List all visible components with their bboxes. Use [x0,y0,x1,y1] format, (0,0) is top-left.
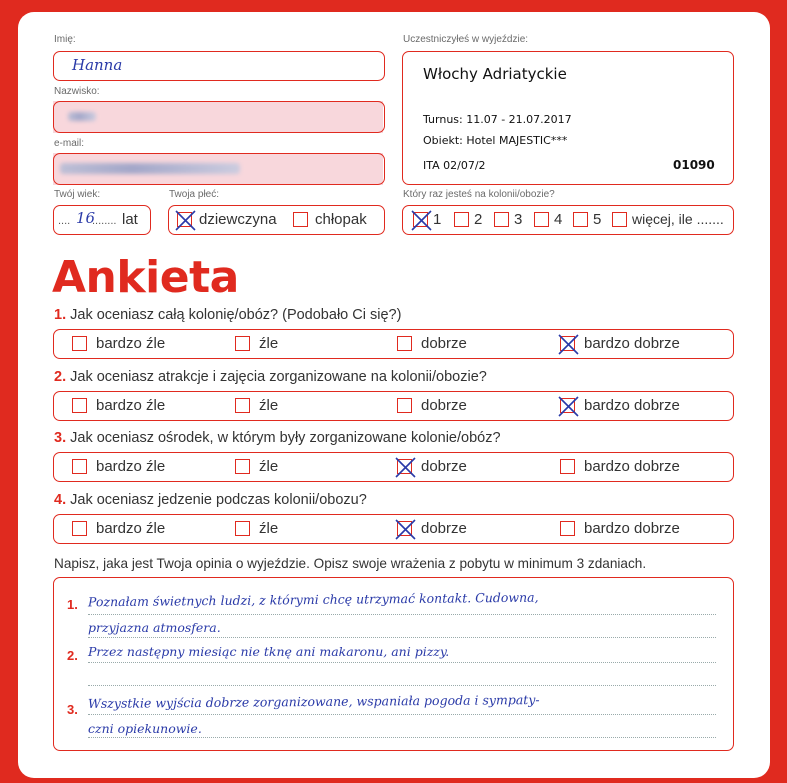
first-name-value: Hanna [72,56,123,74]
option-label: źle [259,335,279,352]
check-mark-icon [411,210,432,231]
last-name-field[interactable] [53,101,385,133]
camp-number: 01090 [673,158,715,172]
times-checkbox-3[interactable] [494,212,509,227]
option-label: bardzo dobrze [584,520,680,537]
question-3-checkbox-4[interactable] [560,459,575,474]
times-checkbox-4[interactable] [534,212,549,227]
question-2-checkbox-2[interactable] [235,398,250,413]
option-label: dobrze [421,458,467,475]
times-checkbox-2[interactable] [454,212,469,227]
question-2-checkbox-1[interactable] [72,398,87,413]
camp-label: Uczestniczyłeś w wyjeździe: [403,34,529,45]
question-4-checkbox-4[interactable] [560,521,575,536]
age-value: 16 [76,209,96,227]
answer-1-line-2: przyjazna atmosfera. [88,620,221,635]
times-checkbox-5[interactable] [573,212,588,227]
question-3-checkbox-2[interactable] [235,459,250,474]
gender-male-label: chłopak [315,211,367,228]
option-label: źle [259,397,279,414]
option-label: dobrze [421,335,467,352]
opinion-prompt: Napisz, jaka jest Twoja opinia o wyjeździe. Opisz swoje wrażenia z pobytu w minimum 3 zdaniach. [54,556,647,571]
option-label: bardzo źle [96,458,166,475]
gender-female-label: dziewczyna [199,211,277,228]
question-4-text [54,492,367,508]
answer-2-number: 2. [67,648,78,663]
first-name-label: Imię: [54,34,76,45]
times-option-2: 2 [474,211,483,228]
option-label: bardzo dobrze [584,397,680,414]
option-label: źle [259,520,279,537]
last-name-label: Nazwisko: [54,86,100,97]
question-2-text [54,369,487,385]
camp-name: Włochy Adriatyckie [423,65,567,83]
question-number: 4. [54,492,67,508]
question-3-text [54,430,501,446]
first-name-field[interactable] [53,51,385,81]
check-mark-icon [395,519,416,540]
question-1-text [54,307,401,323]
check-mark-icon [558,396,579,417]
check-mark-icon [558,334,579,355]
option-label: bardzo dobrze [584,335,680,352]
option-label: dobrze [421,520,467,537]
times-option-1: 1 [433,211,442,228]
answer-1-number: 1. [67,597,78,612]
times-option-4: 4 [554,211,563,228]
times-label: Który raz jesteś na kolonii/obozie? [403,189,555,200]
question-1-checkbox-1[interactable] [72,336,87,351]
camp-turnus: Turnus: 11.07 - 21.07.2017 [423,113,572,126]
times-field [402,205,734,235]
question-3-options [53,452,734,482]
age-dots-after: ........ [92,215,117,227]
email-field[interactable] [53,153,385,185]
camp-object: Obiekt: Hotel MAJESTIC*** [423,134,568,147]
option-label: bardzo źle [96,335,166,352]
option-label: bardzo dobrze [584,458,680,475]
question-2-options [53,391,734,421]
question-number: 1. [54,307,67,323]
age-label: Twój wiek: [54,189,101,200]
question-label: Jak oceniasz ośrodek, w którym były zorganizowane kolonie/obóz? [70,430,501,446]
times-checkbox-more[interactable] [612,212,627,227]
age-field[interactable] [53,205,151,235]
question-3-checkbox-3[interactable] [397,459,412,474]
times-option-3: 3 [514,211,523,228]
question-1-checkbox-2[interactable] [235,336,250,351]
question-1-options [53,329,734,359]
question-label: Jak oceniasz jedzenie podczas kolonii/obozu? [70,492,367,508]
question-4-options [53,514,734,544]
question-4-checkbox-2[interactable] [235,521,250,536]
times-option-more: więcej, ile ....... [632,211,724,227]
option-label: źle [259,458,279,475]
answer-1-line-1: Poznałam świetnych ludzi, z którymi chcę utrzymać kontakt. Cudowna, [87,589,539,610]
gender-label: Twoja płeć: [169,189,220,200]
check-mark-icon [395,457,416,478]
last-name-redacted [68,112,96,121]
question-3-checkbox-1[interactable] [72,459,87,474]
question-4-checkbox-1[interactable] [72,521,87,536]
answer-2-line-1: Przez następny miesiąc nie tknę ani makaronu, ani pizzy. [88,644,450,659]
question-number: 2. [54,369,67,385]
survey-title: Ankieta [52,252,239,303]
camp-code: ITA 02/07/2 [423,159,486,172]
question-number: 3. [54,430,67,446]
gender-male-checkbox[interactable] [293,212,308,227]
question-1-checkbox-4[interactable] [560,336,575,351]
times-option-5: 5 [593,211,602,228]
question-2-checkbox-3[interactable] [397,398,412,413]
option-label: bardzo źle [96,520,166,537]
question-2-checkbox-4[interactable] [560,398,575,413]
age-dots-before: .... [58,215,71,227]
age-unit: lat [122,211,138,228]
email-redacted [60,163,240,174]
answer-3-number: 3. [67,702,78,717]
question-label: Jak oceniasz całą kolonię/obóz? (Podobało Ci się?) [70,307,402,323]
gender-female-checkbox[interactable] [177,212,192,227]
email-label: e-mail: [54,138,85,149]
question-1-checkbox-3[interactable] [397,336,412,351]
gender-field [168,205,385,235]
question-4-checkbox-3[interactable] [397,521,412,536]
answer-3-line-2: czni opiekunowie. [88,721,202,736]
times-checkbox-1[interactable] [413,212,428,227]
camp-info-box [402,51,734,185]
option-label: bardzo źle [96,397,166,414]
check-mark-icon [175,210,196,231]
answer-3-line-1: Wszystkie wyjścia dobrze zorganizowane, wspaniała pogoda i sympaty- [87,692,540,711]
option-label: dobrze [421,397,467,414]
question-label: Jak oceniasz atrakcje i zajęcia zorganizowane na kolonii/obozie? [70,369,487,385]
